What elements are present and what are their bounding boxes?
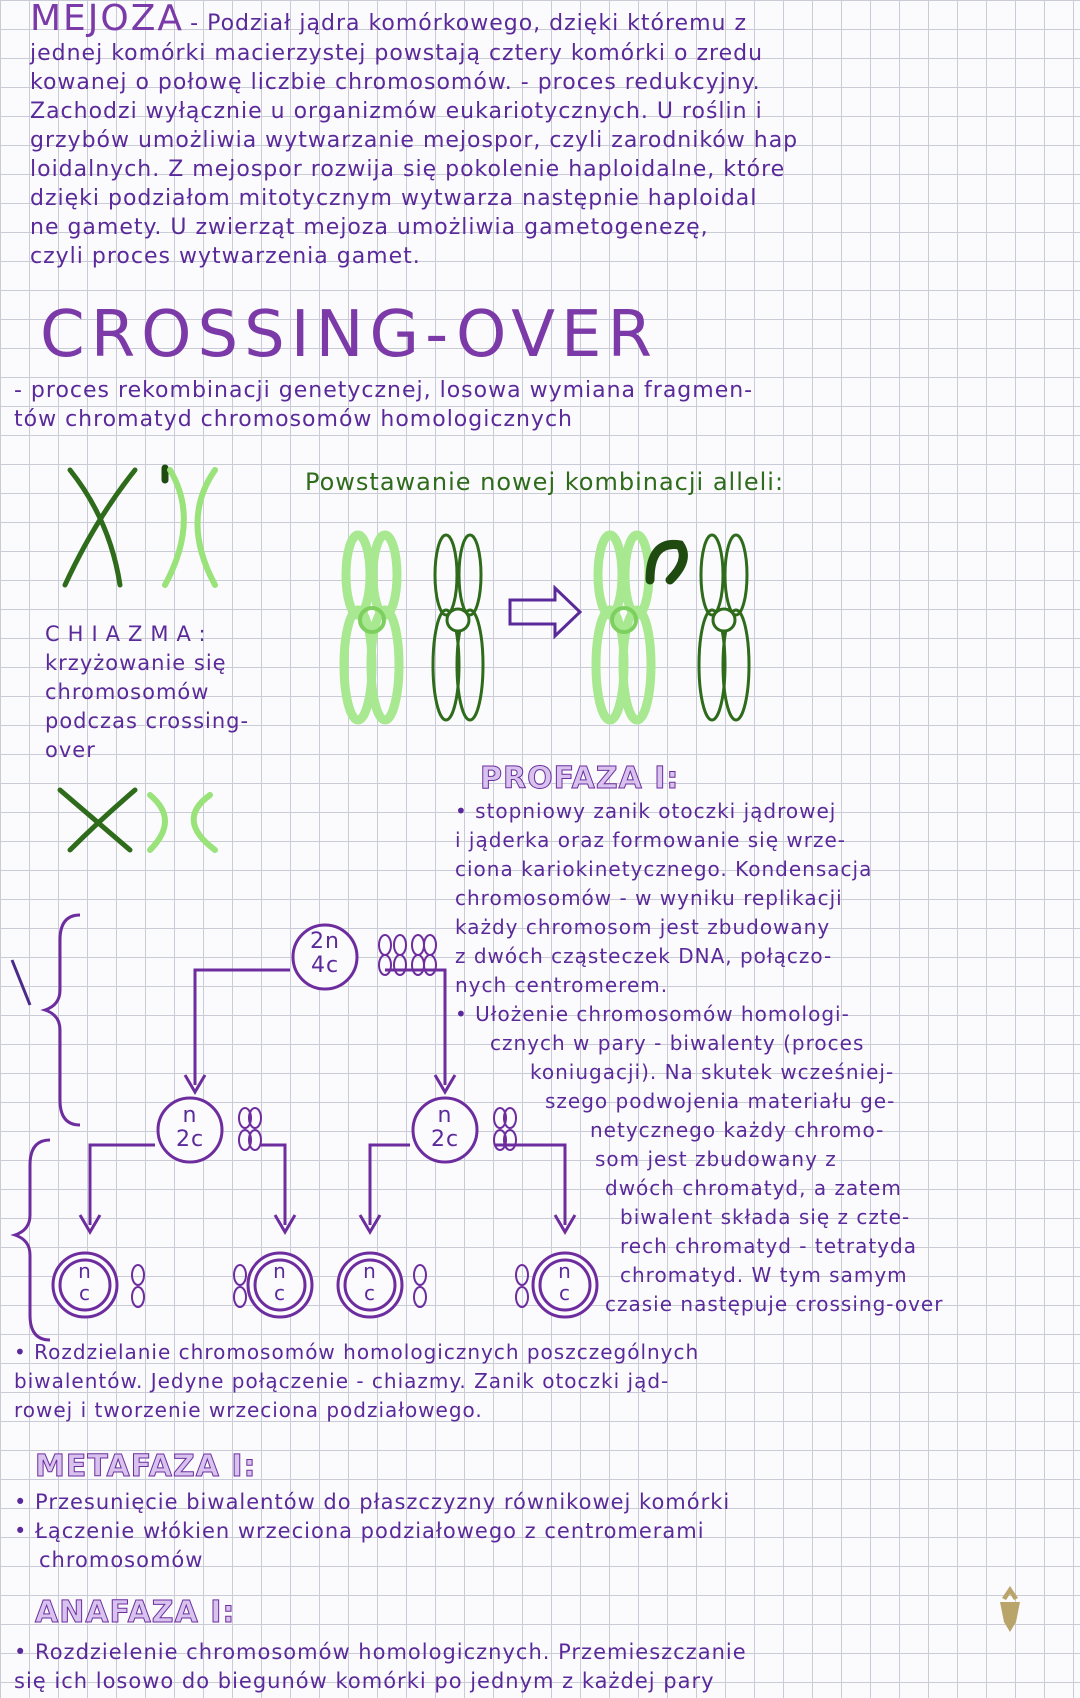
chiazma-title: CHIAZMA:: [45, 622, 214, 646]
profaza-line: i jąderka oraz formowanie się wrze-: [455, 828, 846, 852]
cell-top-label: [303, 930, 347, 978]
swap-segment-icon: [650, 544, 683, 580]
cell-label: n: [78, 1259, 92, 1283]
arrow-right-icon: [510, 588, 580, 636]
anafaza-line: się ich losowo do biegunów komórki po jednym z każdej pary: [14, 1669, 715, 1693]
cell-label: 2c: [430, 1127, 460, 1152]
anafaza-body: [14, 1638, 1074, 1696]
meioza-title: MEJOZA: [30, 0, 185, 39]
chromosome-dark-2: [699, 535, 749, 720]
meioza-line: Zachodzi wyłącznie u organizmów eukariotycznych. U roślin i: [30, 99, 763, 124]
profaza-line: ciona kariokinetycznego. Kondensacja: [455, 857, 873, 881]
meioza-line: loidalnych. Z mejospor rozwija się pokolenie haploidalne, które: [30, 157, 786, 182]
cell-label: c: [274, 1281, 286, 1305]
cell-label: c: [364, 1281, 376, 1305]
profaza-line: rech chromatyd - tetratyda: [620, 1234, 917, 1258]
profaza-tail: [14, 1338, 1074, 1425]
cell-label: c: [79, 1281, 91, 1305]
cell-bottom-label-1: [63, 1260, 107, 1304]
crossing-title: CROSSING-OVER: [40, 298, 658, 372]
profaza-tail-line: rowej i tworzenie wrzeciona podziałowego.: [14, 1398, 483, 1422]
profaza-line: som jest zbudowany z: [595, 1147, 837, 1171]
profaza-line: chromosomów - w wyniku replikacji: [455, 886, 843, 910]
profaza-line: szego podwojenia materiału ge-: [545, 1089, 896, 1113]
profaza-line: nych centromerem.: [455, 973, 669, 997]
chiazma-line: krzyżowanie się: [45, 651, 227, 675]
chiazma-line: podczas crossing-: [45, 709, 250, 733]
cell-label: n: [558, 1259, 572, 1283]
crossing-line: tów chromatyd chromosomów homologicznych: [14, 407, 573, 432]
profaza-line: chromatyd. W tym samym: [620, 1263, 908, 1287]
metafaza-body: [14, 1488, 1074, 1575]
meioza-line: grzybów umożliwia wytwarzanie mejospor, czyli zarodników hap: [30, 128, 799, 153]
crossing-line: - proces rekombinacji genetycznej, losowa wymiana fragmen-: [14, 378, 754, 403]
cell-label: 4c: [310, 953, 340, 978]
profaza-line: • stopniowy zanik otoczki jądrowej: [455, 799, 837, 823]
meioza-line: jednej komórki macierzystej powstają cztery komórki o zredu: [30, 41, 764, 66]
profaza-line: z dwóch cząsteczek DNA, połączo-: [455, 944, 833, 968]
new-combination-label: Powstawanie nowej kombinacji alleli:: [305, 468, 785, 496]
meioza-line-0: - Podział jądra komórkowego, dzięki któremu z: [190, 11, 748, 36]
profaza-line: • Ułożenie chromosomów homologi-: [455, 1002, 850, 1026]
metafaza-line: • Łączenie włókien wrzeciona podziałowego z centromerami: [14, 1519, 705, 1543]
cell-label: 2c: [175, 1127, 205, 1152]
profaza-line: koniugacji). Na skutek wcześniej-: [530, 1060, 895, 1084]
profaza-line: każdy chromosom jest zbudowany: [455, 915, 831, 939]
cell-label: 2n: [310, 929, 340, 954]
profaza-tail-line: biwalentów. Jedyne połączenie - chiazmy. Zanik otoczki jąd-: [14, 1369, 670, 1393]
chromosome-light-2: [596, 535, 651, 720]
profaza-body: [455, 797, 1070, 1319]
crossing-sketch-bottom: [60, 790, 215, 850]
meioza-line: czyli proces wytwarzenia gamet.: [30, 244, 421, 269]
cell-label: c: [559, 1281, 571, 1305]
profaza-tail-line: • Rozdzielanie chromosomów homologicznych poszczególnych: [14, 1340, 700, 1364]
metafaza-title: METAFAZA I:: [35, 1449, 257, 1484]
cell-label: n: [437, 1103, 453, 1128]
chiazma-line: chromosomów: [45, 680, 210, 704]
profaza-line: czasie następuje crossing-over: [605, 1292, 944, 1316]
metafaza-line: • Przesunięcie biwalentów do płaszczyzny równikowej komórki: [14, 1490, 731, 1514]
profaza-line: biwalent składa się z czte-: [620, 1205, 911, 1229]
profaza-line: dwóch chromatyd, a zatem: [605, 1176, 902, 1200]
profaza-title: PROFAZA I:: [480, 761, 680, 796]
cell-mid-left-label: [168, 1104, 212, 1152]
cell-label: n: [363, 1259, 377, 1283]
cell-label: n: [182, 1103, 198, 1128]
cell-label: n: [273, 1259, 287, 1283]
profaza-line: cznych w pary - biwalenty (proces: [490, 1031, 865, 1055]
meioza-line: dzięki podziałom mitotycznym wytwarza następnie haploidal: [30, 186, 758, 211]
crossing-sketch-top: [65, 468, 215, 585]
profaza-line: netycznego każdy chromo-: [590, 1118, 885, 1142]
cell-bottom-label-3: [348, 1260, 392, 1304]
chiazma-line: over: [45, 738, 96, 762]
chromosome-light-1: [344, 535, 399, 720]
meioza-line: ne gamety. U zwierząt mejoza umożliwia gametogenezę,: [30, 215, 709, 240]
chromosome-dark-1: [433, 535, 483, 720]
meioza-line: kowanej o połowę liczbie chromosomów. - proces redukcyjny.: [30, 70, 761, 95]
anafaza-title: ANAFAZA I:: [35, 1595, 236, 1630]
anafaza-line: • Rozdzielenie chromosomów homologicznych. Przemieszczanie: [14, 1640, 747, 1664]
pen-logo-icon: [1000, 1586, 1020, 1632]
cell-bottom-label-2: [258, 1260, 302, 1304]
metafaza-line: chromosomów: [39, 1548, 204, 1572]
